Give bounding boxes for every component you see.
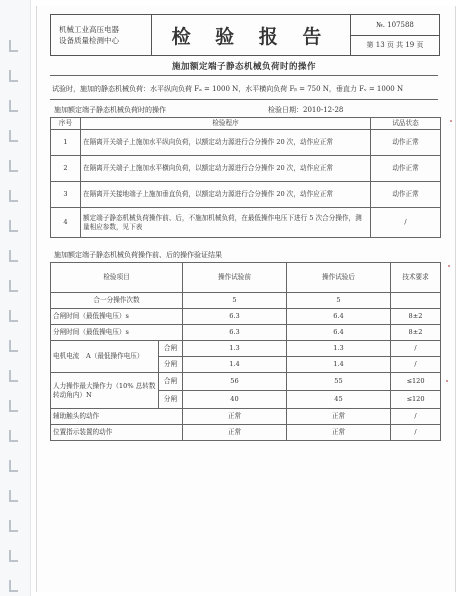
col-header-requirement: 技术要求 (391, 263, 441, 293)
binder-hole (9, 490, 18, 502)
row-requirement: / (391, 409, 441, 425)
row-requirement: 8±2 (391, 325, 441, 341)
table-row (51, 309, 441, 325)
pen-mark (450, 120, 452, 122)
binder-strip (0, 0, 31, 596)
row-after: 正常 (287, 425, 391, 441)
report-title: 检 验 报 告 (152, 15, 351, 55)
row-before: 6.3 (183, 325, 287, 341)
row-after: 45 (287, 391, 391, 409)
row-before: 1.3 (183, 341, 287, 357)
table-row (51, 325, 441, 341)
col-header-procedure: 检验程序 (81, 118, 371, 130)
row-item: 合闸时间（最低操电压）s (51, 309, 183, 325)
row-after: 1.3 (287, 341, 391, 357)
row-after: 正常 (287, 409, 391, 425)
binder-hole (9, 40, 18, 52)
row-after: 6.4 (287, 325, 391, 341)
binder-hole (9, 190, 18, 202)
binder-hole (9, 340, 18, 352)
org-name (51, 15, 152, 55)
row-no: 3 (51, 182, 81, 208)
row-status: 动作正常 (371, 130, 441, 156)
table-row (51, 373, 441, 391)
binder-hole (9, 520, 18, 532)
col-header-item: 检验项目 (51, 263, 183, 293)
row-sub: 合闸 (159, 373, 183, 391)
row-item: 电机电流 A（最低操作电压） (51, 341, 159, 373)
row-after: 1.4 (287, 357, 391, 373)
row-requirement: / (391, 425, 441, 441)
test-date: 检验日期：2010-12-28 (268, 106, 344, 114)
row-no: 4 (51, 208, 81, 238)
row-sub: 合闸 (159, 341, 183, 357)
binder-hole (9, 220, 18, 232)
row-requirement: / (391, 341, 441, 357)
col-header-no: 序号 (51, 118, 81, 130)
binder-hole (9, 550, 18, 562)
row-before: 6.3 (183, 309, 287, 325)
binder-hole (9, 280, 18, 292)
row-requirement: ≤120 (391, 391, 441, 409)
table-row (51, 293, 441, 309)
org-line-1: 机械工业高压电器 (59, 25, 119, 34)
row-before: 正常 (183, 425, 287, 441)
table-row (51, 156, 441, 182)
row-status: 动作正常 (371, 182, 441, 208)
table-header-row (51, 118, 441, 130)
binder-hole (9, 70, 18, 82)
row-requirement (391, 293, 441, 309)
table-header-row (51, 263, 441, 293)
section1-label: 施加额定端子静态机械负荷时的操作 (54, 106, 166, 114)
row-after: 6.4 (287, 309, 391, 325)
col-header-before: 操作试验前 (183, 263, 287, 293)
binder-hole (9, 310, 18, 322)
row-sub: 分闸 (159, 357, 183, 373)
row-requirement: 8±2 (391, 309, 441, 325)
table-row (51, 208, 441, 238)
section2-label: 施加额定端子静态机械负荷操作前、后的操作验证结果 (54, 251, 222, 259)
section-main-title: 施加额定端子静态机械负荷时的操作 (171, 62, 316, 72)
row-procedure: 在隔离开关接地端子上施加垂直负荷，以额定动力源进行合分操作 20 次，动作应正常 (81, 182, 371, 208)
row-procedure: 在隔离开关端子上施加水平纵向负荷，以额定动力源进行合分操作 20 次，动作应正常 (81, 130, 371, 156)
row-requirement: ≤120 (391, 373, 441, 391)
page-info: 第 13 页 共 19 页 (366, 41, 424, 50)
row-item: 位置指示装置的动作 (51, 425, 183, 441)
row-before: 1.4 (183, 357, 287, 373)
report-meta (351, 15, 439, 55)
binder-hole (9, 400, 18, 412)
row-status: / (371, 208, 441, 238)
row-item: 人力操作最大操作力（10% 总转数转动角内）N (51, 373, 159, 409)
row-no: 2 (51, 156, 81, 182)
table-row (51, 409, 441, 425)
row-before: 40 (183, 391, 287, 409)
results-table (50, 262, 441, 441)
row-requirement: / (391, 357, 441, 373)
table-row (51, 425, 441, 441)
binder-hole (9, 130, 18, 142)
report-header (50, 14, 440, 56)
binder-hole (9, 100, 18, 112)
row-after: 5 (287, 293, 391, 309)
binder-hole (9, 580, 18, 592)
row-after: 55 (287, 373, 391, 391)
binder-hole (9, 460, 18, 472)
row-sub: 分闸 (159, 391, 183, 409)
divider (50, 75, 438, 76)
procedure-table (50, 117, 441, 238)
table-row (51, 341, 441, 357)
col-header-after: 操作试验后 (287, 263, 391, 293)
report-number: №. 107588 (351, 15, 439, 36)
row-item: 分闸时间（最低操电压）s (51, 325, 183, 341)
row-before: 56 (183, 373, 287, 391)
pen-mark (446, 380, 448, 382)
row-no: 1 (51, 130, 81, 156)
row-status: 动作正常 (371, 156, 441, 182)
row-procedure: 在隔离开关端子上施加水平横向负荷，以额定动力源进行合分操作 20 次，动作应正常 (81, 156, 371, 182)
test-load-text: 试验时，施加的静态机械负荷：水平纵向负荷 Fₐ = 1000 N，水平横向负荷 Fᵦ = 750 N，垂直力 Fᵥ = 1000 N (52, 85, 404, 93)
row-before: 5 (183, 293, 287, 309)
binder-hole (9, 370, 18, 382)
row-before: 正常 (183, 409, 287, 425)
col-header-status: 试品状态 (371, 118, 441, 130)
row-item: 合一分操作次数 (51, 293, 183, 309)
divider (50, 99, 438, 100)
binder-hole (9, 160, 18, 172)
table-row (51, 130, 441, 156)
binder-hole (9, 430, 18, 442)
org-line-2: 设备质量检测中心 (59, 36, 119, 45)
pen-mark (448, 265, 450, 267)
row-procedure: 额定端子静态机械负荷操作前、后，不施加机械负荷，在最低操作电压下进行 5 次合分操作，测量相应参数，见下表 (81, 208, 371, 238)
row-item: 辅助触头的动作 (51, 409, 183, 425)
binder-hole (9, 250, 18, 262)
table-row (51, 182, 441, 208)
